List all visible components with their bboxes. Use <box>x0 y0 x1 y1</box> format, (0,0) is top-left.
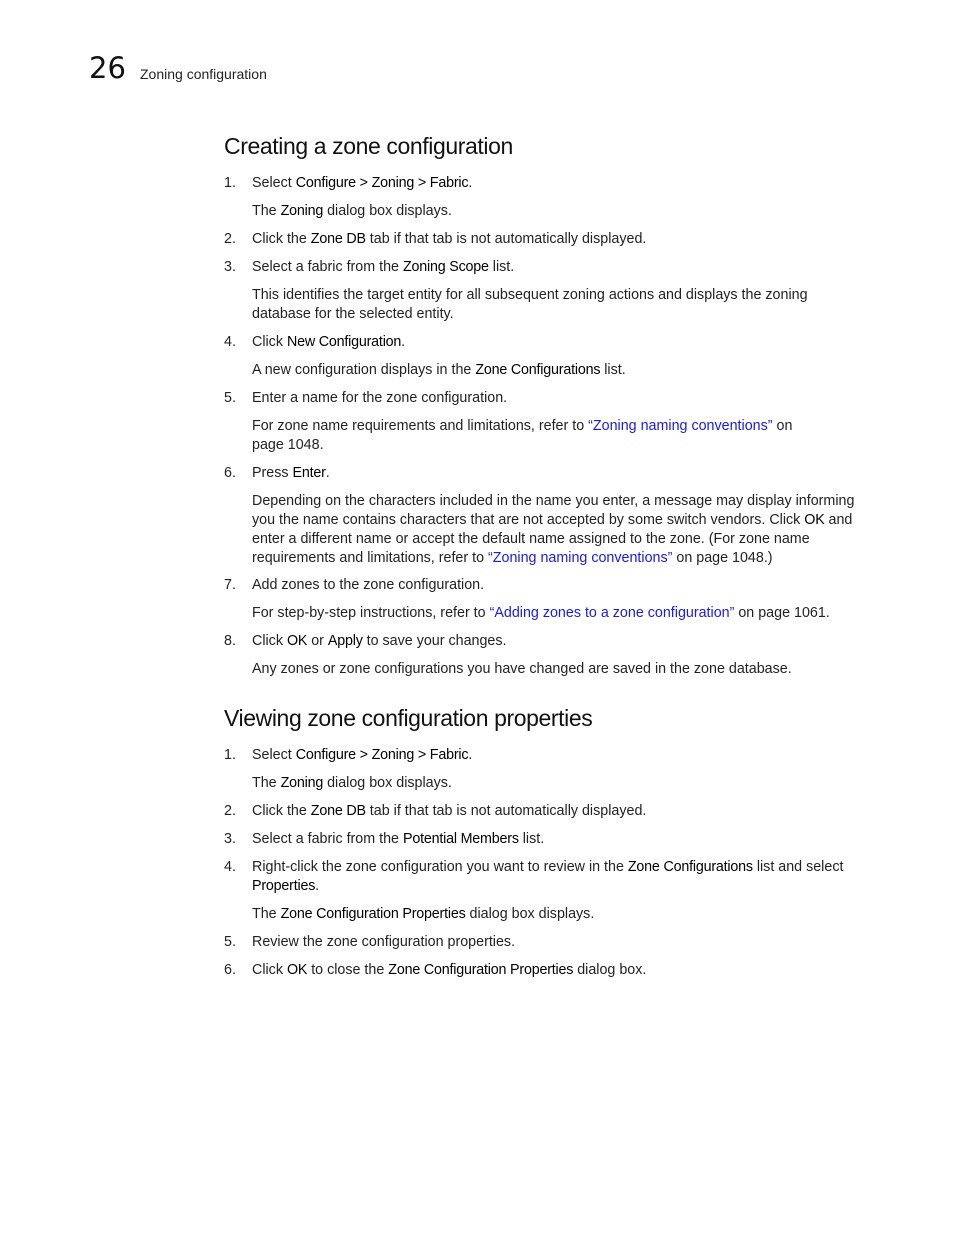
step-note: A new configuration displays in the Zone Configurations list. <box>252 362 626 378</box>
link-zoning-naming-conventions[interactable]: “Zoning naming conventions” <box>488 550 673 566</box>
step-note: For step-by-step instructions, refer to “Adding zones to a zone configuration” on page 1061. <box>252 605 830 621</box>
step-note: Any zones or zone configurations you have changed are saved in the zone database. <box>252 661 792 677</box>
step-note: The Zone Configuration Properties dialog box displays. <box>252 906 595 922</box>
step-note: The Zoning dialog box displays. <box>252 203 452 219</box>
chapter-title: Zoning configuration <box>140 66 267 82</box>
menu-path: Configure > Zoning > Fabric <box>295 175 469 191</box>
step-note: For zone name requirements and limitations, refer to “Zoning naming conventions” on page 1048. <box>252 418 793 453</box>
chapter-number: 26 <box>89 51 126 85</box>
section-heading-viewing: Viewing zone configuration properties <box>224 705 593 731</box>
step-note: The Zoning dialog box displays. <box>252 775 452 791</box>
link-adding-zones[interactable]: “Adding zones to a zone configuration” <box>489 605 735 621</box>
step-number: 1. <box>224 175 236 191</box>
step-note: This identifies the target entity for all subsequent zoning actions and displays the zoning database for the selected entity. <box>252 287 808 322</box>
step-text: Select Configure > Zoning > Fabric. <box>252 175 473 191</box>
step-note: Depending on the characters included in the name you enter, a message may display informing you the name contains characters that are not accepted by some switch vendors. Click OK and enter a different name or accept the default name assigned to the zone. (For zone name requirements and limitations, refer to “Zoning naming conventions” on page 1048.) <box>252 493 855 566</box>
link-zoning-naming-conventions[interactable]: “Zoning naming conventions” <box>588 418 773 434</box>
section-heading-creating: Creating a zone configuration <box>224 133 513 159</box>
